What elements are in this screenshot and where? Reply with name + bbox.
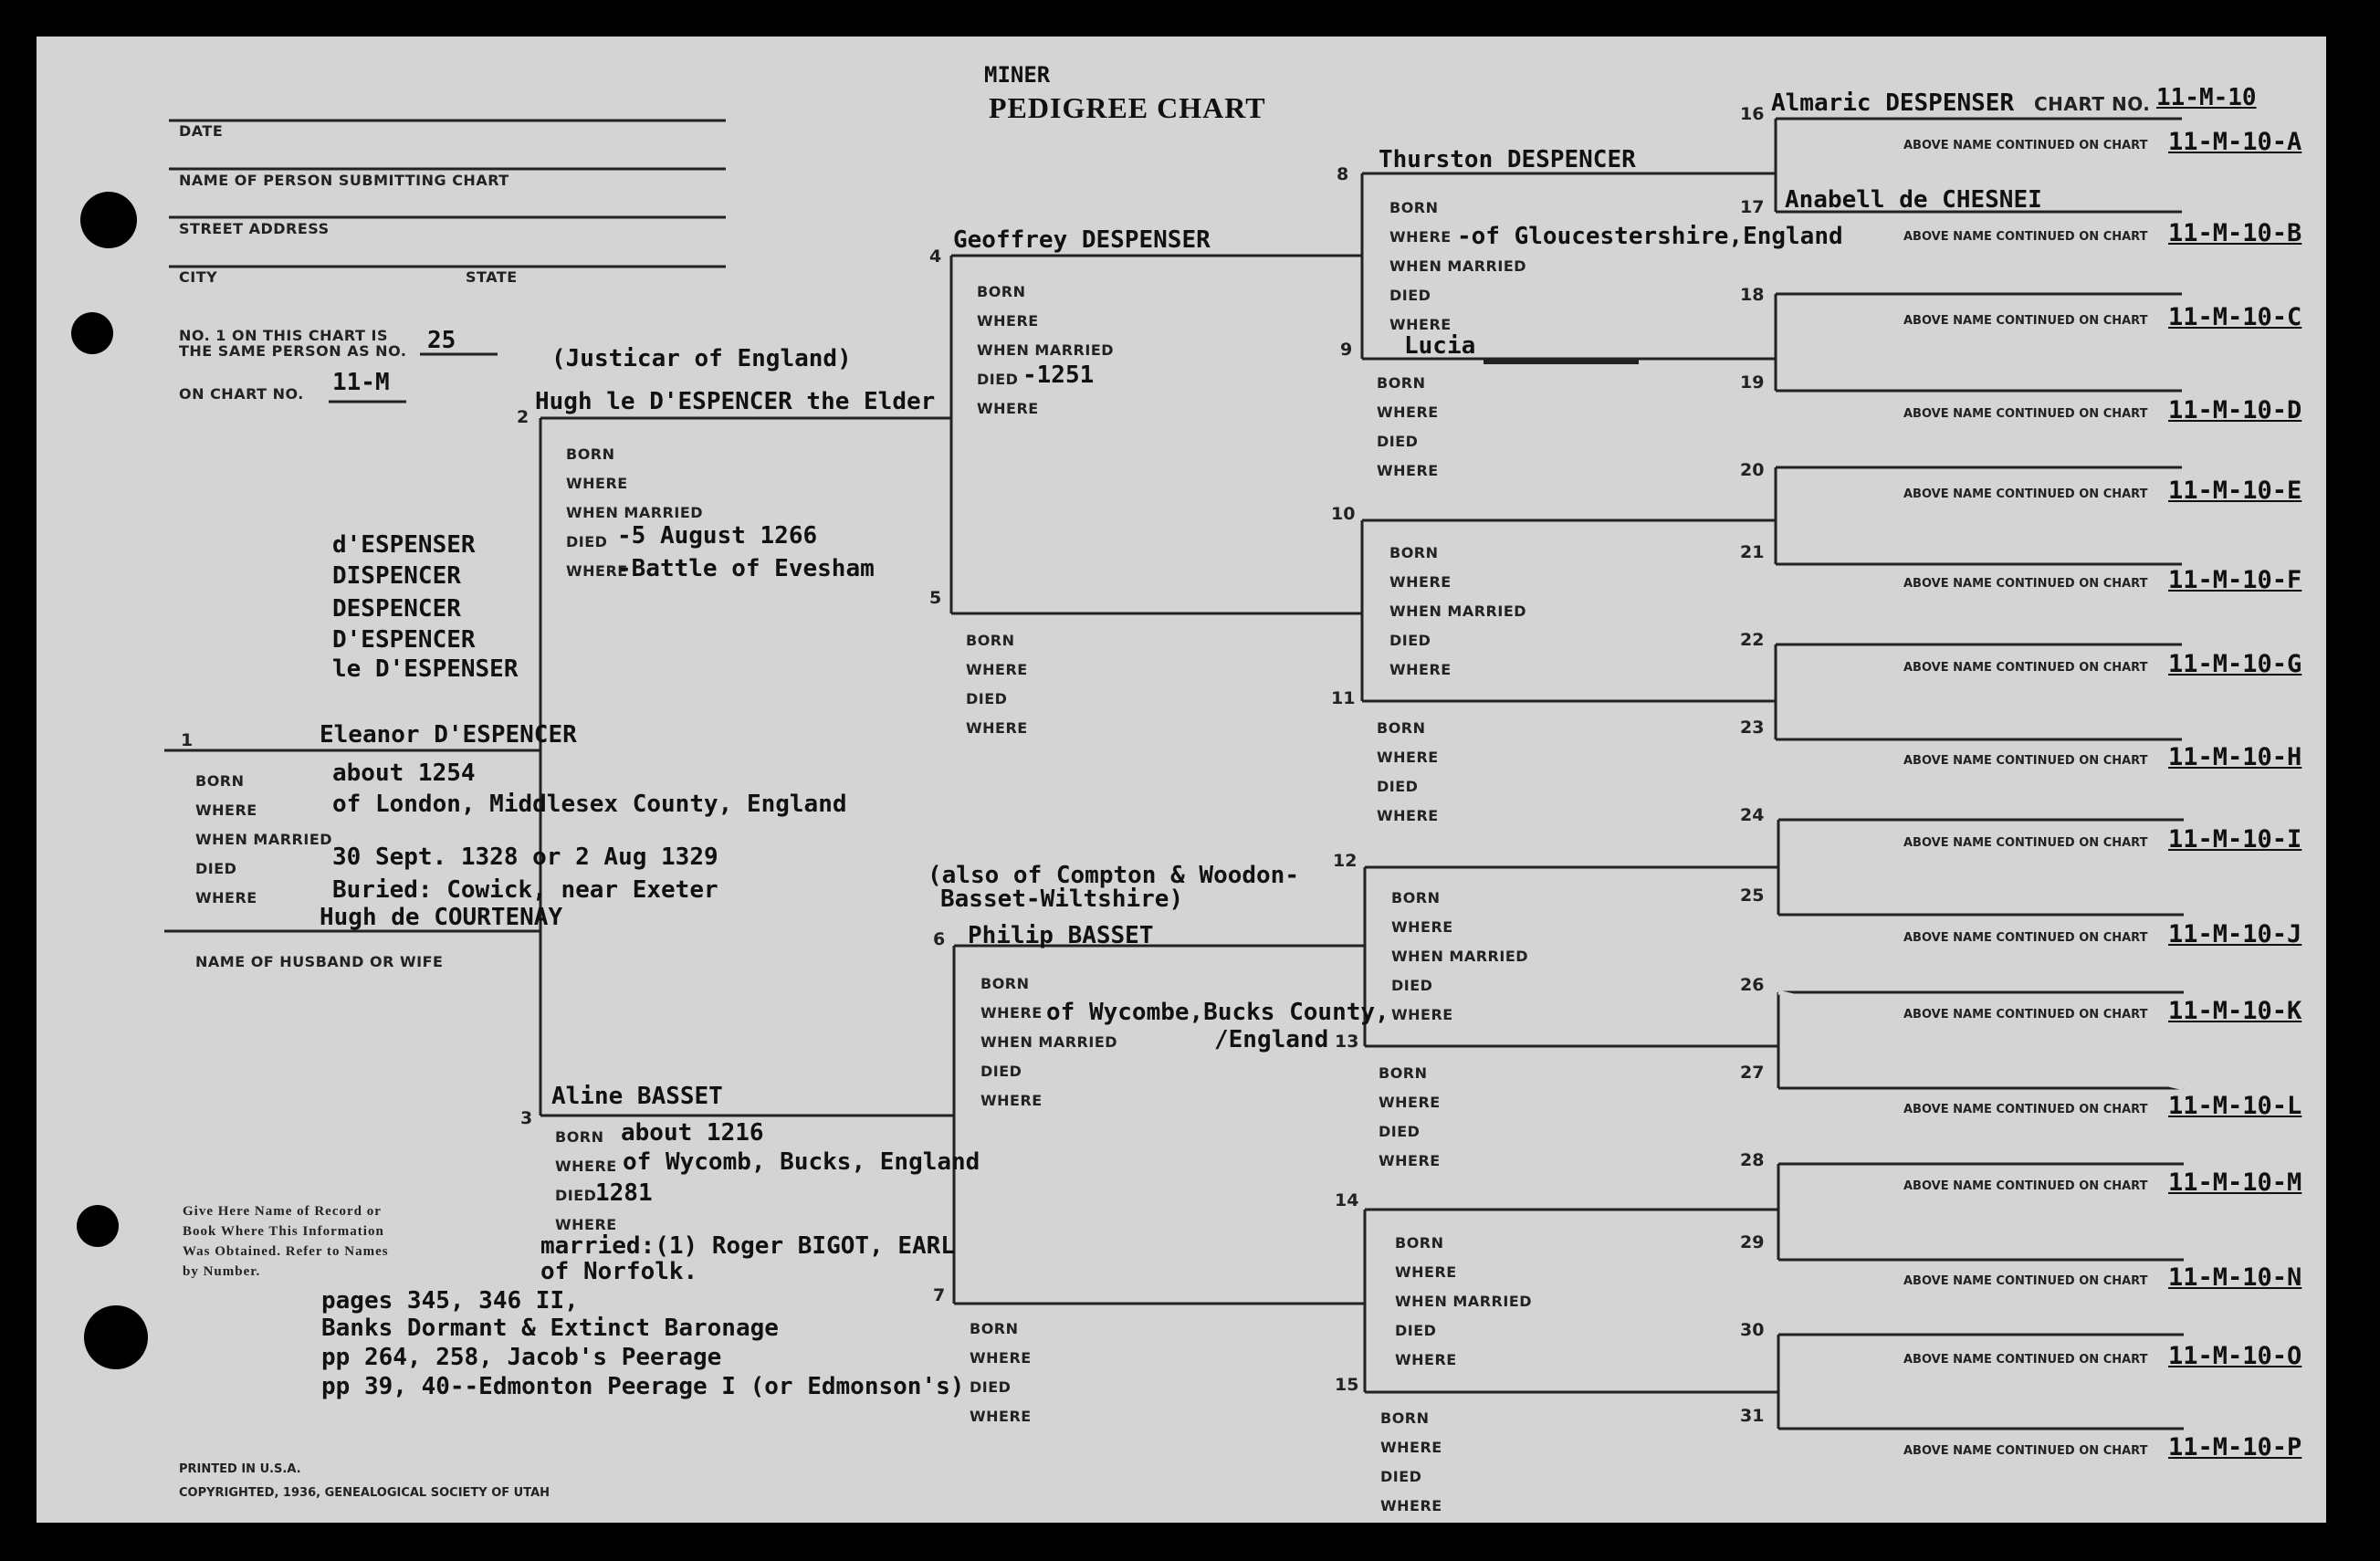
where-label: WHERE — [1395, 1263, 1457, 1281]
continued-label: ABOVE NAME CONTINUED ON CHART — [1903, 230, 2148, 244]
where-label: WHERE — [1379, 1094, 1441, 1111]
where-label: WHERE — [1380, 1497, 1442, 1514]
person-number: 22 — [1740, 630, 1765, 650]
chart-no-label: CHART NO. — [2034, 93, 2151, 115]
born-label: BORN — [980, 975, 1030, 992]
person-3-died: 1281 — [595, 1179, 653, 1207]
person-4-name: Geoffrey DESPENSER — [953, 226, 1211, 254]
chart-title: PEDIGREE CHART — [989, 91, 1266, 124]
where-label: WHERE — [1391, 918, 1453, 936]
person-number: 30 — [1740, 1320, 1765, 1340]
continued-chart-no: 11-M-10-L — [2168, 1092, 2302, 1120]
died-label: DIED — [1391, 977, 1433, 994]
born-label: BORN — [966, 632, 1015, 649]
person-8-where: -of Gloucestershire,England — [1457, 223, 1843, 250]
died-label: DIED — [1389, 632, 1431, 649]
person-3-born: about 1216 — [621, 1119, 764, 1147]
died-label: DIED — [966, 690, 1008, 707]
record-instructions-line: Book Where This Information — [183, 1224, 384, 1239]
where-label: WHERE — [977, 400, 1039, 417]
born-label: BORN — [1377, 374, 1426, 392]
person-number: 15 — [1335, 1375, 1359, 1395]
continued-label: ABOVE NAME CONTINUED ON CHART — [1903, 1444, 2148, 1458]
where-label: WHERE — [1389, 573, 1452, 591]
person-6-note-cont: Basset-Wiltshire) — [940, 885, 1184, 913]
continued-label: ABOVE NAME CONTINUED ON CHART — [1903, 931, 2148, 945]
continued-chart-no: 11-M-10-F — [2168, 566, 2302, 594]
person-number: 7 — [933, 1285, 946, 1305]
where-label: WHERE — [977, 312, 1039, 330]
person-number: 24 — [1740, 805, 1765, 825]
same-person-label-2: THE SAME PERSON AS NO. — [179, 342, 407, 360]
born-label: BORN — [1379, 1064, 1428, 1082]
person-number: 9 — [1340, 340, 1353, 360]
continued-label: ABOVE NAME CONTINUED ON CHART — [1903, 139, 2148, 152]
continued-chart-no: 11-M-10-M — [2168, 1168, 2302, 1197]
person-number: 31 — [1740, 1406, 1765, 1426]
person-number: 27 — [1740, 1063, 1765, 1083]
continued-label: ABOVE NAME CONTINUED ON CHART — [1903, 661, 2148, 675]
continued-label: ABOVE NAME CONTINUED ON CHART — [1903, 407, 2148, 421]
source-line: pp 264, 258, Jacob's Peerage — [321, 1344, 722, 1371]
when-married-label: WHEN MARRIED — [566, 504, 704, 521]
continued-chart-no: 11-M-10-B — [2168, 219, 2302, 247]
continued-chart-no: 11-M-10-G — [2168, 650, 2302, 678]
person-3-married: married:(1) Roger BIGOT, EARL — [540, 1232, 955, 1260]
source-line: Banks Dormant & Extinct Baronage — [321, 1315, 779, 1342]
surname-variant: DISPENCER — [332, 562, 461, 590]
person-9-name: Lucia — [1404, 332, 1476, 360]
person-6-where-cont: /England — [1214, 1026, 1329, 1053]
continued-chart-no: 11-M-10-E — [2168, 477, 2302, 505]
born-label: BORN — [1389, 544, 1439, 561]
where-label: WHERE — [566, 475, 628, 492]
continued-label: ABOVE NAME CONTINUED ON CHART — [1903, 1179, 2148, 1193]
where-label: WHERE — [980, 1004, 1043, 1021]
when-married-label: WHEN MARRIED — [1391, 948, 1529, 965]
surname-variant: le D'ESPENSER — [332, 655, 519, 683]
when-married-label: WHEN MARRIED — [980, 1033, 1118, 1051]
source-line: pp 39, 40--Edmonton Peerage I (or Edmonson's) — [321, 1373, 965, 1400]
copyright-note: COPYRIGHTED, 1936, GENEALOGICAL SOCIETY OF UTAH — [179, 1486, 550, 1500]
continued-label: ABOVE NAME CONTINUED ON CHART — [1903, 577, 2148, 591]
surname-variant: D'ESPENCER — [332, 626, 476, 654]
person-1-where: of London, Middlesex County, England — [332, 791, 847, 818]
born-label: BORN — [970, 1320, 1019, 1337]
where-label: WHERE — [1377, 807, 1439, 824]
person-2-name: Hugh le D'ESPENCER the Elder — [535, 388, 936, 415]
when-married-label: WHEN MARRIED — [195, 831, 333, 848]
when-married-label: WHEN MARRIED — [977, 341, 1115, 359]
where-label: WHERE — [966, 719, 1028, 737]
surname-variant: DESPENCER — [332, 595, 461, 623]
person-number: 29 — [1740, 1232, 1765, 1252]
died-label: DIED — [1377, 778, 1419, 795]
person-number: 11 — [1331, 688, 1356, 708]
died-label: DIED — [555, 1187, 597, 1204]
family-name: MINER — [984, 62, 1051, 88]
record-instructions-line: Give Here Name of Record or — [183, 1204, 382, 1219]
chart-no-value: 11-M-10 — [2156, 84, 2257, 111]
where-label: WHERE — [1389, 661, 1452, 678]
person-number: 13 — [1335, 1032, 1359, 1052]
where-label: WHERE — [1389, 316, 1452, 333]
person-number: 20 — [1740, 460, 1765, 480]
person-number: 19 — [1740, 372, 1765, 393]
died-label: DIED — [1380, 1468, 1422, 1485]
when-married-label: WHEN MARRIED — [1395, 1293, 1533, 1310]
born-label: BORN — [1391, 889, 1441, 906]
where-label: WHERE — [1379, 1152, 1441, 1169]
continued-chart-no: 11-M-10-J — [2168, 920, 2302, 948]
person-1-name: Eleanor D'ESPENCER — [320, 721, 577, 749]
born-label: BORN — [1377, 719, 1426, 737]
born-label: BORN — [977, 283, 1026, 300]
person-4-died: -1251 — [1022, 361, 1095, 389]
person-number: 1 — [181, 730, 194, 750]
person-2-died: -5 August 1266 — [617, 522, 818, 550]
city-label: CITY — [179, 268, 218, 286]
continued-label: ABOVE NAME CONTINUED ON CHART — [1903, 1274, 2148, 1288]
street-label: STREET ADDRESS — [179, 220, 330, 237]
continued-label: ABOVE NAME CONTINUED ON CHART — [1903, 314, 2148, 328]
person-1-burial: Buried: Cowick, near Exeter — [332, 876, 718, 904]
where-label: WHERE — [980, 1092, 1043, 1109]
person-number: 12 — [1333, 851, 1358, 871]
died-label: DIED — [977, 371, 1019, 388]
died-label: DIED — [1379, 1123, 1421, 1140]
died-label: DIED — [1377, 433, 1419, 450]
person-number: 17 — [1740, 197, 1765, 217]
person-number: 2 — [517, 407, 529, 427]
person-number: 23 — [1740, 718, 1765, 738]
person-6-name: Philip BASSET — [968, 922, 1154, 949]
continued-chart-no: 11-M-10-A — [2168, 128, 2302, 156]
born-label: BORN — [1389, 199, 1439, 216]
person-number: 14 — [1335, 1190, 1359, 1210]
where-label: WHERE — [1377, 749, 1439, 766]
person-17-name: Anabell de CHESNEI — [1785, 186, 2042, 214]
born-label: BORN — [195, 772, 245, 790]
person-number: 6 — [933, 929, 946, 949]
continued-chart-no: 11-M-10-O — [2168, 1342, 2302, 1370]
died-label: DIED — [195, 860, 237, 877]
person-1-born: about 1254 — [332, 760, 476, 787]
printed-note: PRINTED IN U.S.A. — [179, 1462, 301, 1476]
continued-label: ABOVE NAME CONTINUED ON CHART — [1903, 754, 2148, 768]
submitter-label: NAME OF PERSON SUBMITTING CHART — [179, 172, 509, 189]
where-label: WHERE — [1377, 462, 1439, 479]
died-label: DIED — [980, 1063, 1022, 1080]
where-label: WHERE — [1389, 228, 1452, 246]
person-number: 28 — [1740, 1150, 1765, 1170]
person-16-name: Almaric DESPENSER — [1771, 89, 2015, 117]
state-label: STATE — [466, 268, 518, 286]
born-label: BORN — [1380, 1409, 1430, 1427]
where-label: WHERE — [1377, 403, 1439, 421]
person-number: 3 — [520, 1108, 533, 1128]
person-number: 5 — [929, 588, 942, 608]
continued-chart-no: 11-M-10-D — [2168, 396, 2302, 424]
person-1-married: 30 Sept. 1328 or 2 Aug 1329 — [332, 843, 718, 871]
record-instructions-line: Was Obtained. Refer to Names — [183, 1244, 389, 1259]
born-label: BORN — [1395, 1234, 1444, 1252]
continued-chart-no: 11-M-10-I — [2168, 825, 2302, 854]
continued-label: ABOVE NAME CONTINUED ON CHART — [1903, 1008, 2148, 1021]
same-person-label: NO. 1 ON THIS CHART IS — [179, 327, 388, 344]
person-number: 16 — [1740, 104, 1765, 124]
on-chart-value: 11-M — [332, 369, 390, 396]
person-2-where-died: -Battle of Evesham — [617, 555, 875, 582]
continued-label: ABOVE NAME CONTINUED ON CHART — [1903, 1353, 2148, 1367]
person-3-where: of Wycomb, Bucks, England — [623, 1148, 980, 1176]
record-instructions — [183, 1201, 389, 1282]
person-number: 8 — [1337, 164, 1349, 184]
person-number: 4 — [929, 246, 942, 267]
where-label: WHERE — [555, 1216, 617, 1233]
person-3-married-cont: of Norfolk. — [540, 1258, 698, 1285]
continued-label: ABOVE NAME CONTINUED ON CHART — [1903, 836, 2148, 850]
person-6-note: (also of Compton & Woodon- — [928, 862, 1299, 889]
where-label: WHERE — [566, 562, 628, 580]
where-label: WHERE — [1395, 1351, 1457, 1368]
date-label: DATE — [179, 122, 224, 140]
where-label: WHERE — [966, 661, 1028, 678]
person-6-where: of Wycombe,Bucks County, — [1046, 999, 1389, 1026]
person-3-name: Aline BASSET — [551, 1083, 723, 1110]
same-person-value: 25 — [427, 327, 456, 354]
where-label: WHERE — [195, 889, 257, 906]
person-8-name: Thurston DESPENCER — [1379, 146, 1636, 173]
person-number: 21 — [1740, 542, 1765, 562]
continued-chart-no: 11-M-10-N — [2168, 1263, 2302, 1292]
continued-chart-no: 11-M-10-P — [2168, 1433, 2302, 1461]
surname-variant: d'ESPENSER — [332, 531, 476, 559]
died-label: DIED — [566, 533, 608, 550]
continued-label: ABOVE NAME CONTINUED ON CHART — [1903, 487, 2148, 501]
when-married-label: WHEN MARRIED — [1389, 602, 1527, 620]
person-number: 25 — [1740, 885, 1765, 906]
born-label: BORN — [566, 445, 615, 463]
when-married-label: WHEN MARRIED — [1389, 257, 1527, 275]
born-label: BORN — [555, 1128, 604, 1146]
continued-chart-no: 11-M-10-H — [2168, 743, 2302, 771]
on-chart-label: ON CHART NO. — [179, 385, 304, 403]
died-label: DIED — [1395, 1322, 1437, 1339]
where-label: WHERE — [1380, 1439, 1442, 1456]
where-label: WHERE — [555, 1158, 617, 1175]
source-line: pages 345, 346 II, — [321, 1287, 579, 1315]
where-label: WHERE — [195, 801, 257, 819]
died-label: DIED — [970, 1378, 1012, 1396]
spouse-label: NAME OF HUSBAND OR WIFE — [195, 953, 444, 970]
person-number: 18 — [1740, 285, 1765, 305]
continued-chart-no: 11-M-10-C — [2168, 303, 2302, 331]
where-label: WHERE — [1391, 1006, 1453, 1023]
record-instructions-line: by Number. — [183, 1264, 261, 1279]
where-label: WHERE — [970, 1408, 1032, 1425]
where-label: WHERE — [970, 1349, 1032, 1367]
person-number: 26 — [1740, 975, 1765, 995]
person-number: 10 — [1331, 504, 1356, 524]
died-label: DIED — [1389, 287, 1431, 304]
continued-label: ABOVE NAME CONTINUED ON CHART — [1903, 1103, 2148, 1116]
continued-chart-no: 11-M-10-K — [2168, 997, 2302, 1025]
person-2-note: (Justicar of England) — [551, 345, 852, 372]
person-1-spouse: Hugh de COURTENAY — [320, 904, 563, 931]
